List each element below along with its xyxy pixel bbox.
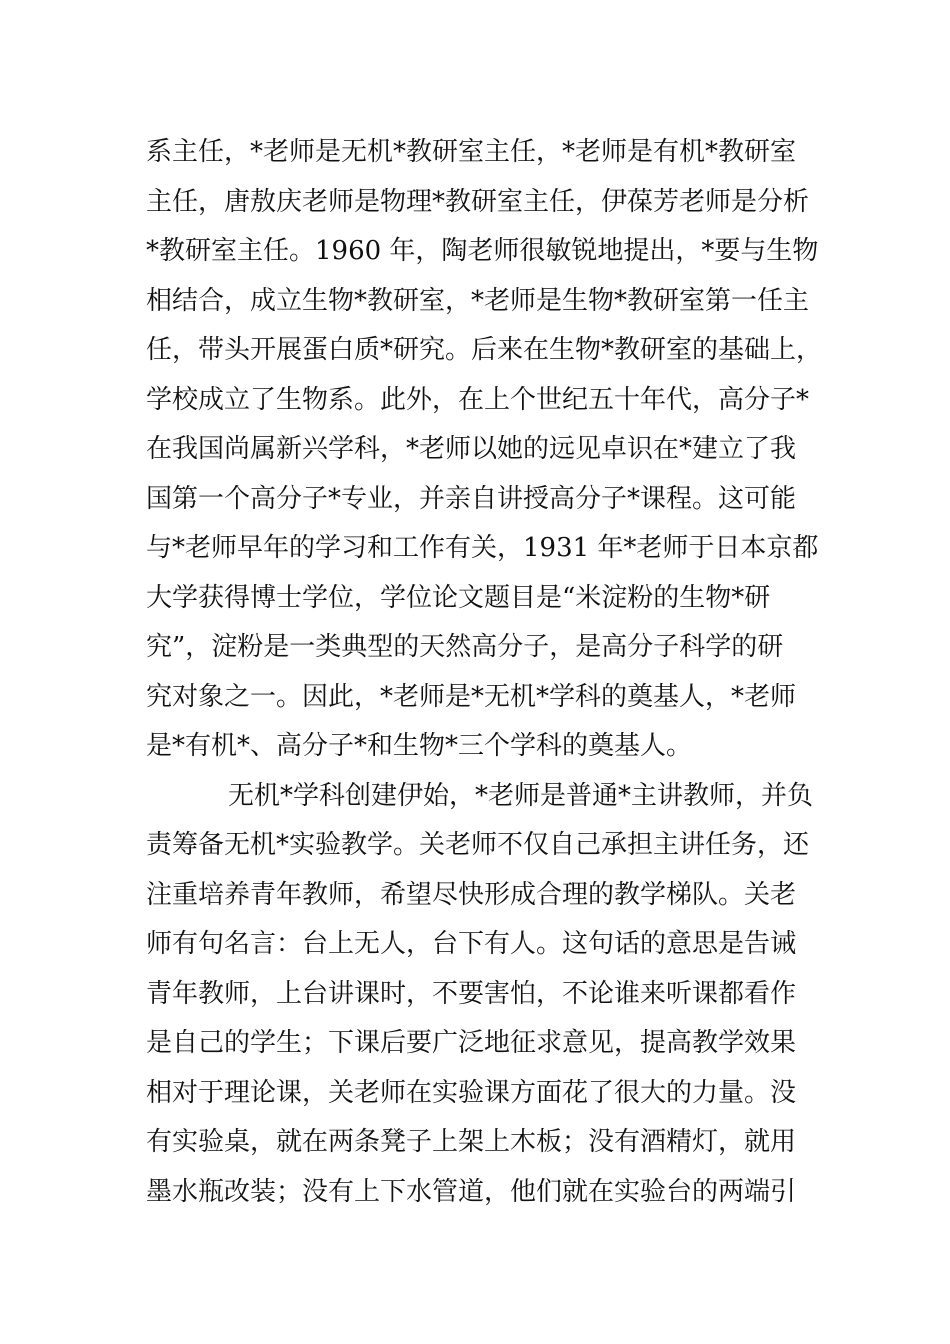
text-line: 大学获得博士学位，学位论文题目是“米淀粉的生物*研 bbox=[146, 582, 771, 613]
text-line: 责筹备无机*实验教学。关老师不仅自己承担主讲任务，还 bbox=[146, 830, 810, 860]
paragraph-1 bbox=[146, 128, 826, 772]
text-line: 究”，淀粉是一类典型的天然高分子，是高分子科学的研 bbox=[146, 632, 784, 662]
body-text bbox=[146, 128, 826, 1217]
text-line: 青年教师，上台讲课时，不要害怕，不论谁来听课都看作 bbox=[146, 978, 797, 1009]
text-line: 师有句名言：台上无人，台下有人。这句话的意思是告诫 bbox=[146, 929, 797, 959]
text-line: 注重培养青年教师，希望尽快形成合理的教学梯队。关老 bbox=[146, 879, 797, 910]
text-line: 相对于理论课，关老师在实验课方面花了很大的力量。没 bbox=[146, 1077, 797, 1108]
text-line: 与*老师早年的学习和工作有关，1931 年*老师于日本京都 bbox=[146, 533, 819, 563]
text-line: 相结合，成立生物*教研室，*老师是生物*教研室第一任主 bbox=[146, 285, 810, 316]
text-line: 学校成立了生物系。此外，在上个世纪五十年代，高分子* bbox=[146, 384, 810, 415]
text-line: 在我国尚属新兴学科，*老师以她的远见卓识在*建立了我 bbox=[146, 434, 797, 464]
text-line: 国第一个高分子*专业，并亲自讲授高分子*课程。这可能 bbox=[146, 483, 797, 514]
text-line: 墨水瓶改装；没有上下水管道，他们就在实验台的两端引 bbox=[146, 1176, 797, 1207]
text-line: 系主任，*老师是无机*教研室主任，*老师是有机*教研室 bbox=[146, 137, 797, 167]
text-line: 有实验桌，就在两条凳子上架上木板；没有酒精灯，就用 bbox=[146, 1127, 797, 1157]
text-line: 是自己的学生；下课后要广泛地征求意见，提高教学效果 bbox=[146, 1028, 797, 1058]
text-line: 任，带头开展蛋白质*研究。后来在生物*教研室的基础上， bbox=[146, 335, 823, 365]
text-line: *教研室主任。1960 年，陶老师很敏锐地提出，*要与生物 bbox=[146, 236, 819, 266]
paragraph-2 bbox=[146, 772, 826, 1218]
text-line: 主任，唐敖庆老师是物理*教研室主任，伊葆芳老师是分析 bbox=[146, 186, 810, 217]
text-line: 究对象之一。因此，*老师是*无机*学科的奠基人，*老师 bbox=[146, 681, 797, 712]
text-line: 无机*学科创建伊始，*老师是普通*主讲教师，并负 bbox=[228, 780, 814, 811]
text-line: 是*有机*、高分子*和生物*三个学科的奠基人。 bbox=[146, 731, 693, 761]
